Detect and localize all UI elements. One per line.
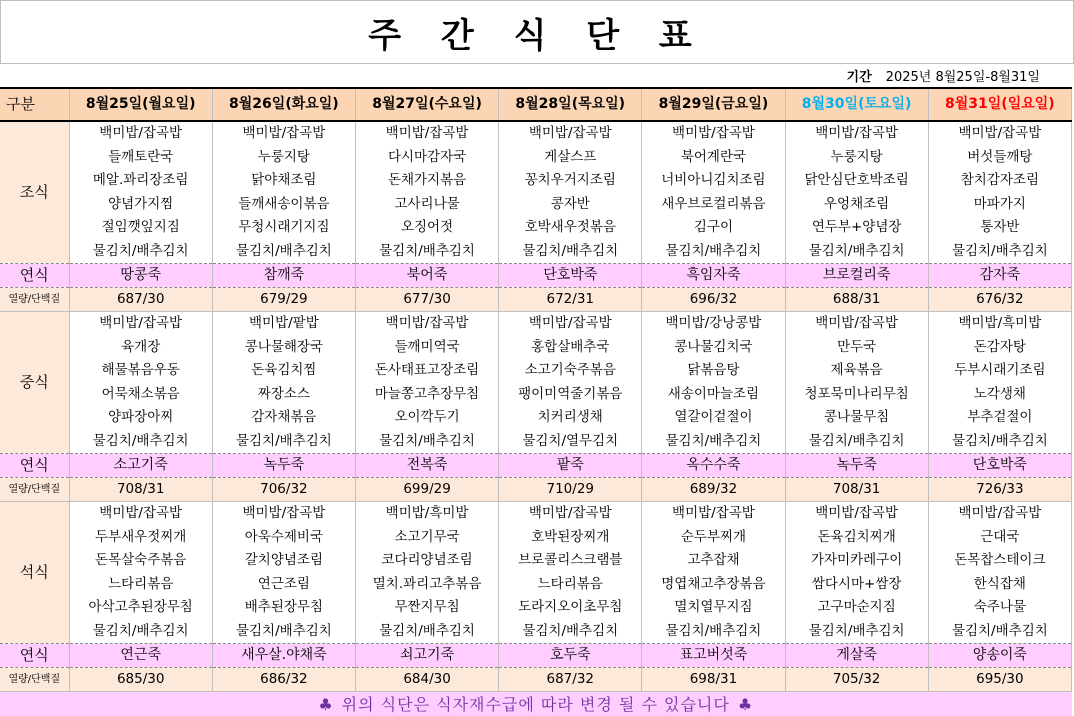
menu-cell: 고구마순지짐 [785,596,928,620]
menu-row [0,146,1072,170]
menu-cell: 연두부+양념장 [785,216,928,240]
menu-cell: 느타리볶음 [499,573,642,597]
menu-row [0,121,1072,146]
kcal-label: 열량/단백질 [0,288,69,312]
menu-row [0,383,1072,407]
menu-cell: 오이깍두기 [355,406,498,430]
menu-cell: 무청시래기지짐 [212,216,355,240]
menu-cell: 백미밥/잡곡밥 [69,502,212,526]
menu-cell: 백미밥/잡곡밥 [499,312,642,336]
menu-row [0,502,1072,526]
menu-cell: 물김치/배추김치 [212,430,355,454]
menu-cell: 백미밥/흑미밥 [928,312,1071,336]
snack-cell: 단호박죽 [499,264,642,288]
menu-cell: 물김치/열무김치 [499,430,642,454]
menu-cell: 고사리나물 [355,193,498,217]
menu-cell: 숙주나물 [928,596,1071,620]
menu-cell: 물김치/배추김치 [355,240,498,264]
club-icon: ♣ [318,695,333,714]
menu-cell: 마파가지 [928,193,1071,217]
menu-cell: 백미밥/잡곡밥 [499,121,642,146]
menu-cell: 물김치/배추김치 [212,620,355,644]
menu-cell: 노각생채 [928,383,1071,407]
menu-cell: 백미밥/팥밥 [212,312,355,336]
menu-cell: 가자미카레구이 [785,549,928,573]
meal-label: 석식 [0,502,69,644]
menu-cell: 백미밥/잡곡밥 [69,121,212,146]
menu-cell: 다시마감자국 [355,146,498,170]
menu-cell: 절임깻잎지짐 [69,216,212,240]
menu-cell: 돈육김치찜 [212,359,355,383]
menu-cell: 닭볶음탕 [642,359,785,383]
menu-cell: 백미밥/잡곡밥 [212,502,355,526]
snack-cell: 호두죽 [499,644,642,668]
menu-cell: 순두부찌개 [642,526,785,550]
kcal-cell: 699/29 [355,478,498,502]
snack-label: 연식 [0,644,69,668]
snack-cell: 게살죽 [785,644,928,668]
menu-cell: 들깨미역국 [355,336,498,360]
menu-cell: 백미밥/잡곡밥 [642,502,785,526]
kcal-cell: 679/29 [212,288,355,312]
menu-cell: 콩나물해장국 [212,336,355,360]
header-gubun: 구분 [0,88,69,121]
menu-cell: 물김치/배추김치 [355,430,498,454]
menu-row [0,336,1072,360]
day-header: 8월31일(일요일) [928,88,1071,121]
snack-cell: 쇠고기죽 [355,644,498,668]
menu-cell: 치커리생채 [499,406,642,430]
menu-cell: 호박된장찌개 [499,526,642,550]
menu-cell: 백미밥/강낭콩밥 [642,312,785,336]
menu-cell: 물김치/배추김치 [69,240,212,264]
menu-cell: 돈목찹스테이크 [928,549,1071,573]
kcal-row [0,478,1072,502]
menu-cell: 물김치/배추김치 [499,240,642,264]
club-icon: ♣ [738,695,753,714]
kcal-cell: 684/30 [355,668,498,692]
snack-cell: 새우살.야채죽 [212,644,355,668]
menu-cell: 오징어젓 [355,216,498,240]
menu-cell: 멸치.꽈리고추볶음 [355,573,498,597]
menu-row [0,526,1072,550]
menu-cell: 마늘쫑고추장무침 [355,383,498,407]
menu-cell: 물김치/배추김치 [642,620,785,644]
menu-cell: 돈목살숙주볶음 [69,549,212,573]
snack-label: 연식 [0,454,69,478]
page-title: 주 간 식 단 표 [0,0,1074,64]
menu-cell: 물김치/배추김치 [212,240,355,264]
menu-cell: 너비아니김치조림 [642,169,785,193]
menu-cell: 새송이마늘조림 [642,383,785,407]
snack-cell: 단호박죽 [928,454,1071,478]
menu-cell: 부추겉절이 [928,406,1071,430]
day-header: 8월27일(수요일) [355,88,498,121]
menu-cell: 돈감자탕 [928,336,1071,360]
menu-cell: 물김치/배추김치 [355,620,498,644]
menu-cell: 근대국 [928,526,1071,550]
menu-cell: 통자반 [928,216,1071,240]
menu-cell: 어묵채소볶음 [69,383,212,407]
menu-cell: 코다리양념조림 [355,549,498,573]
snack-cell: 북어죽 [355,264,498,288]
snack-cell: 녹두죽 [212,454,355,478]
menu-cell: 우엉채조림 [785,193,928,217]
menu-cell: 북어계란국 [642,146,785,170]
meal-label: 중식 [0,312,69,454]
snack-row [0,264,1072,288]
snack-cell: 녹두죽 [785,454,928,478]
kcal-cell: 672/31 [499,288,642,312]
period-row [0,63,1072,87]
menu-cell: 물김치/배추김치 [642,430,785,454]
menu-cell: 백미밥/잡곡밥 [642,121,785,146]
menu-cell: 연근조림 [212,573,355,597]
day-header: 8월30일(토요일) [785,88,928,121]
period-label: 기간 [847,66,872,85]
menu-cell: 육개장 [69,336,212,360]
menu-cell: 물김치/배추김치 [928,240,1071,264]
snack-cell: 전복죽 [355,454,498,478]
menu-cell: 돈채가지볶음 [355,169,498,193]
kcal-cell: 698/31 [642,668,785,692]
kcal-label: 열량/단백질 [0,478,69,502]
menu-row [0,406,1072,430]
menu-cell: 백미밥/잡곡밥 [785,502,928,526]
menu-cell: 돈육김치찌개 [785,526,928,550]
menu-cell: 새우브로컬리볶음 [642,193,785,217]
menu-cell: 해물볶음우동 [69,359,212,383]
menu-cell: 꽁치우거지조림 [499,169,642,193]
menu-cell: 백미밥/잡곡밥 [355,121,498,146]
kcal-cell: 689/32 [642,478,785,502]
kcal-row [0,288,1072,312]
kcal-cell: 685/30 [69,668,212,692]
menu-row [0,359,1072,383]
kcal-cell: 705/32 [785,668,928,692]
menu-cell: 들깨새송이볶음 [212,193,355,217]
menu-cell: 느타리볶음 [69,573,212,597]
menu-cell: 아욱수제비국 [212,526,355,550]
footer-row [0,692,1072,716]
kcal-cell: 677/30 [355,288,498,312]
menu-cell: 백미밥/잡곡밥 [785,121,928,146]
menu-cell: 콩자반 [499,193,642,217]
menu-cell: 백미밥/흑미밥 [355,502,498,526]
menu-cell: 물김치/배추김치 [785,430,928,454]
menu-row [0,193,1072,217]
menu-cell: 두부시래기조림 [928,359,1071,383]
menu-cell: 물김치/배추김치 [785,620,928,644]
menu-row [0,430,1072,454]
snack-label: 연식 [0,264,69,288]
menu-cell: 소고기무국 [355,526,498,550]
snack-cell: 팥죽 [499,454,642,478]
menu-cell: 콩나물김치국 [642,336,785,360]
kcal-cell: 686/32 [212,668,355,692]
menu-cell: 감자채볶음 [212,406,355,430]
kcal-cell: 696/32 [642,288,785,312]
snack-cell: 흑임자죽 [642,264,785,288]
kcal-cell: 695/30 [928,668,1071,692]
menu-cell: 한식잡채 [928,573,1071,597]
menu-cell: 홍합살배추국 [499,336,642,360]
kcal-cell: 687/30 [69,288,212,312]
menu-row [0,596,1072,620]
menu-cell: 콩나물무침 [785,406,928,430]
menu-cell: 백미밥/잡곡밥 [212,121,355,146]
kcal-label: 열량/단백질 [0,668,69,692]
menu-cell: 백미밥/잡곡밥 [928,502,1071,526]
menu-cell: 만두국 [785,336,928,360]
snack-cell: 감자죽 [928,264,1071,288]
snack-cell: 표고버섯죽 [642,644,785,668]
menu-cell: 백미밥/잡곡밥 [785,312,928,336]
menu-row [0,312,1072,336]
menu-cell: 게살스프 [499,146,642,170]
kcal-cell: 706/32 [212,478,355,502]
menu-row [0,216,1072,240]
menu-cell: 호박새우젓볶음 [499,216,642,240]
menu-cell: 쌈다시마+쌈장 [785,573,928,597]
menu-row [0,573,1072,597]
menu-cell: 두부새우젓찌개 [69,526,212,550]
menu-cell: 버섯들깨탕 [928,146,1071,170]
meal-label: 조식 [0,121,69,264]
menu-cell: 열갈이겉절이 [642,406,785,430]
menu-cell: 물김치/배추김치 [69,430,212,454]
menu-cell: 고추잡채 [642,549,785,573]
menu-cell: 갈치양념조림 [212,549,355,573]
snack-cell: 땅콩죽 [69,264,212,288]
menu-cell: 팽이미역줄기볶음 [499,383,642,407]
kcal-cell: 708/31 [69,478,212,502]
snack-cell: 참깨죽 [212,264,355,288]
kcal-cell: 688/31 [785,288,928,312]
menu-cell: 누룽지탕 [212,146,355,170]
kcal-row [0,668,1072,692]
snack-row [0,454,1072,478]
menu-cell: 들깨토란국 [69,146,212,170]
menu-cell: 참치감자조림 [928,169,1071,193]
menu-cell: 물김치/배추김치 [69,620,212,644]
menu-cell: 양념가지찜 [69,193,212,217]
day-header: 8월26일(화요일) [212,88,355,121]
footer-text: 위의 식단은 식자재수급에 따라 변경 될 수 있습니다 [342,695,730,714]
menu-cell: 청포묵미나리무침 [785,383,928,407]
menu-cell: 돈사태표고장조림 [355,359,498,383]
menu-cell: 백미밥/잡곡밥 [355,312,498,336]
kcal-cell: 676/32 [928,288,1071,312]
snack-cell: 옥수수죽 [642,454,785,478]
menu-cell: 김구이 [642,216,785,240]
menu-cell: 짜장소스 [212,383,355,407]
menu-row [0,240,1072,264]
menu-cell: 양파장아찌 [69,406,212,430]
menu-cell: 도라지오이초무침 [499,596,642,620]
menu-row [0,169,1072,193]
snack-cell: 브로컬리죽 [785,264,928,288]
menu-cell: 브로콜리스크램블 [499,549,642,573]
menu-cell: 닭안심단호박조림 [785,169,928,193]
menu-cell: 백미밥/잡곡밥 [928,121,1071,146]
menu-cell: 물김치/배추김치 [785,240,928,264]
kcal-cell: 710/29 [499,478,642,502]
snack-cell: 양송이죽 [928,644,1071,668]
menu-cell: 무짠지무침 [355,596,498,620]
menu-cell: 백미밥/잡곡밥 [69,312,212,336]
period-value: 2025년 8월25일-8월31일 [886,66,1040,85]
menu-cell: 닭야채조림 [212,169,355,193]
header-row [0,88,1072,121]
menu-cell: 메알.꽈리장조림 [69,169,212,193]
menu-cell: 백미밥/잡곡밥 [499,502,642,526]
menu-cell: 명엽채고추장볶음 [642,573,785,597]
menu-cell: 물김치/배추김치 [499,620,642,644]
snack-cell: 소고기죽 [69,454,212,478]
snack-cell: 연근죽 [69,644,212,668]
kcal-cell: 687/32 [499,668,642,692]
menu-cell: 물김치/배추김치 [928,620,1071,644]
menu-cell: 아삭고추된장무침 [69,596,212,620]
menu-cell: 배추된장무침 [212,596,355,620]
kcal-cell: 726/33 [928,478,1071,502]
menu-cell: 누룽지탕 [785,146,928,170]
menu-cell: 물김치/배추김치 [642,240,785,264]
day-header: 8월29일(금요일) [642,88,785,121]
day-header: 8월28일(목요일) [499,88,642,121]
menu-row [0,620,1072,644]
footer-notice [0,692,1072,716]
day-header: 8월25일(월요일) [69,88,212,121]
menu-row [0,549,1072,573]
menu-cell: 물김치/배추김치 [928,430,1071,454]
menu-cell: 제육볶음 [785,359,928,383]
menu-cell: 소고기숙주볶음 [499,359,642,383]
menu-cell: 멸치열무지짐 [642,596,785,620]
menu-table [0,87,1072,716]
snack-row [0,644,1072,668]
kcal-cell: 708/31 [785,478,928,502]
